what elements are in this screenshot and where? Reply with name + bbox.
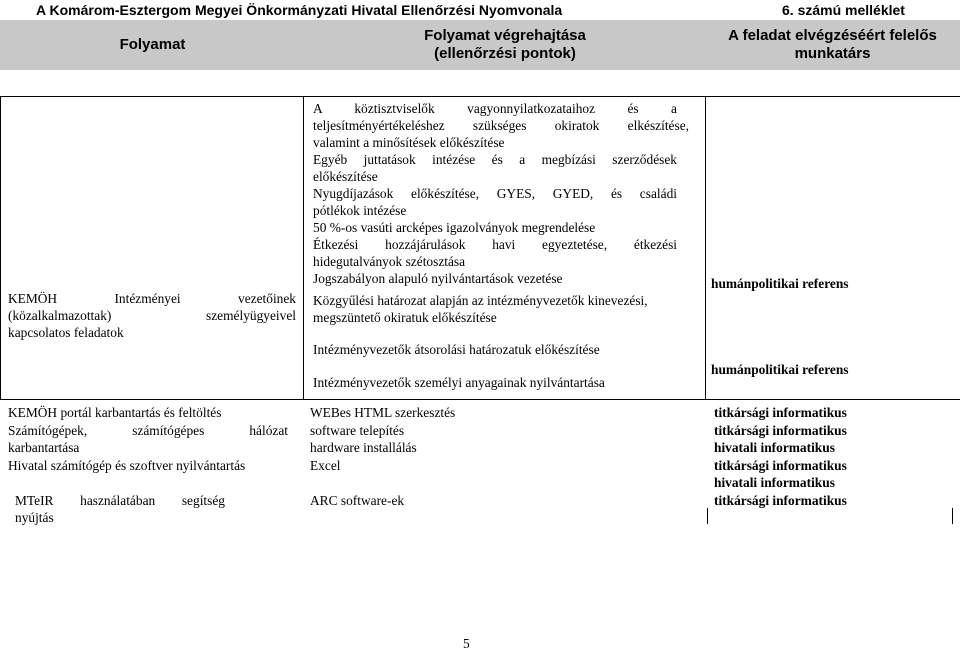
table-row-task: hardware installálás xyxy=(310,440,417,455)
table-row-process: MTeIR használatában segítség xyxy=(15,493,225,508)
task-line: hidegutalványok szétosztása xyxy=(313,254,466,269)
annex-label: 6. számú melléklet xyxy=(782,2,905,18)
task-line: Jogszabályon alapuló nyilvántartások vezetése xyxy=(313,271,563,286)
column-header-responsible-line1: A feladat elvégzéséért felelős xyxy=(728,27,937,44)
table-section-rule xyxy=(0,399,960,400)
task-line: teljesítményértékeléshez szükséges okiratok elkészítése, xyxy=(313,118,689,133)
column-header-band xyxy=(0,20,960,70)
page-number: 5 xyxy=(463,636,470,651)
table-left-rule xyxy=(0,96,1,400)
column-header-execution-line2: (ellenőrzési pontok) xyxy=(434,45,576,62)
task-line: Intézményvezetők átsorolási határozatuk előkészítése xyxy=(313,342,600,357)
column-header-execution-line1: Folyamat végrehajtása xyxy=(424,27,586,44)
responsible-label: humánpolitikai referens xyxy=(711,276,849,291)
table-row-process: nyújtás xyxy=(15,510,54,525)
table-row-responsible: hivatali informatikus xyxy=(714,440,835,455)
task-line: valamint a minősítések előkészítése xyxy=(313,135,505,150)
column-header-responsible-line2: munkatárs xyxy=(794,45,871,62)
table-row-responsible: titkársági informatikus xyxy=(714,458,847,473)
column-header-process xyxy=(0,20,305,70)
table-row-responsible: hivatali informatikus xyxy=(714,475,835,490)
task-line: A köztisztviselők vagyonnyilatkozataihoz és a xyxy=(313,101,677,116)
table-row-task: software telepítés xyxy=(310,423,405,438)
table-row-task: ARC software-ek xyxy=(310,493,405,508)
process-line: (közalkalmazottak) személyügyeivel xyxy=(8,308,296,323)
table-row-process: karbantartása xyxy=(8,440,80,455)
table-row-process: Hivatal számítógép és szoftver nyilvántartás xyxy=(8,458,246,473)
column-header-responsible xyxy=(705,20,960,70)
task-line: megszüntető okiratuk előkészítése xyxy=(313,310,497,325)
process-line: kapcsolatos feladatok xyxy=(8,325,124,340)
table-row-responsible: titkársági informatikus xyxy=(714,405,847,420)
column-header-execution xyxy=(305,20,705,70)
stray-mark xyxy=(707,508,708,524)
task-line: Egyéb juttatások intézése és a megbízási szerződések xyxy=(313,152,677,167)
table-row-process: Számítógépek, számítógépes hálózat xyxy=(8,423,288,438)
table-row-task: Excel xyxy=(310,458,341,473)
table-divider-1 xyxy=(303,96,304,400)
task-line: pótlékok intézése xyxy=(313,203,407,218)
task-line: Nyugdíjazások előkészítése, GYES, GYED, és családi xyxy=(313,186,677,201)
task-line: Intézményvezetők személyi anyagainak nyilvántartása xyxy=(313,375,605,390)
task-line: Étkezési hozzájárulások havi egyeztetése, étkezési xyxy=(313,237,677,252)
process-line: KEMÖH Intézményei vezetőinek xyxy=(8,291,296,306)
stray-mark xyxy=(952,508,953,524)
document-title: A Komárom-Esztergom Megyei Önkormányzati Hivatal Ellenőrzési Nyomvonala xyxy=(36,2,563,18)
task-line: Közgyűlési határozat alapján az intézményvezetők kinevezési, xyxy=(313,293,648,308)
column-header-process-label: Folyamat xyxy=(119,36,186,53)
table-row-process: KEMÖH portál karbantartás és feltöltés xyxy=(8,405,222,420)
table-row-task: WEBes HTML szerkesztés xyxy=(310,405,456,420)
task-line: 50 %-os vasúti arcképes igazolványok megrendelése xyxy=(313,220,596,235)
table-row-responsible: titkársági informatikus xyxy=(714,423,847,438)
table-divider-2 xyxy=(705,96,706,400)
table-row-responsible: titkársági informatikus xyxy=(714,493,847,508)
task-line: előkészítése xyxy=(313,169,378,184)
table-top-rule xyxy=(0,96,960,97)
responsible-label: humánpolitikai referens xyxy=(711,362,849,377)
